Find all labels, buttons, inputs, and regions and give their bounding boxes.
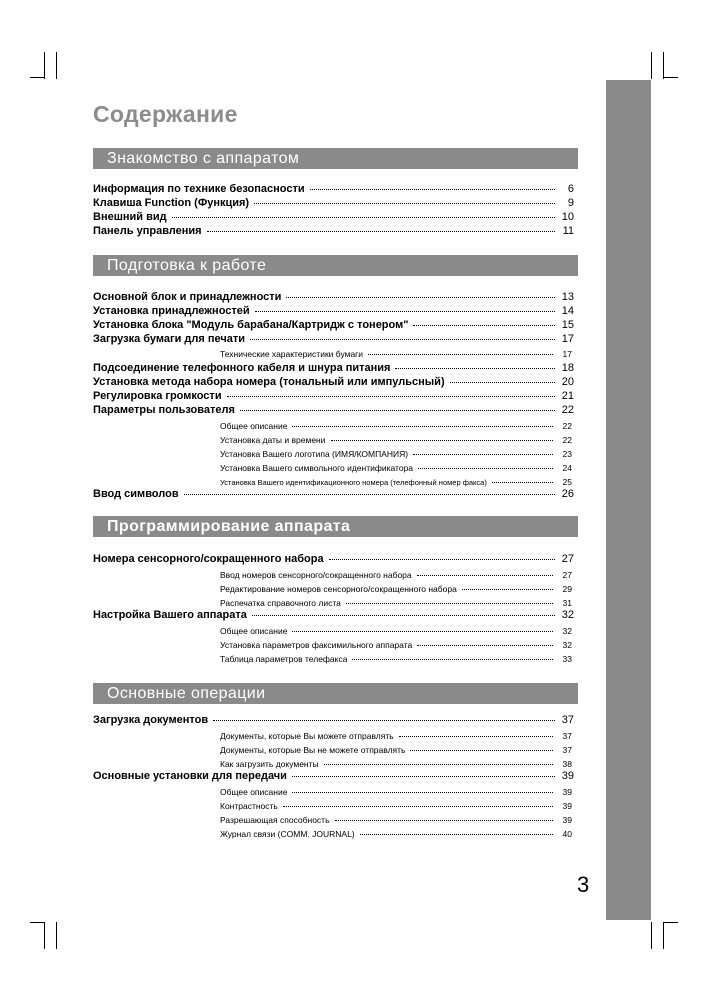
leader-dots — [462, 589, 553, 590]
crop-mark — [651, 52, 652, 79]
toc-entry-text: Регулировка громкости — [93, 390, 222, 402]
toc-entry[interactable] — [93, 608, 574, 622]
toc-page-number: 21 — [561, 390, 574, 402]
toc-entry-text: Основные установки для передачи — [93, 770, 287, 782]
toc-page-number: 13 — [561, 291, 574, 303]
leader-dots — [292, 426, 553, 427]
side-tab-bar — [606, 80, 651, 920]
toc-entry-text: Журнал связи (COMM. JOURNAL) — [220, 829, 355, 839]
toc-entry-text: Ввод номеров сенсорного/сокращенного набора — [220, 570, 412, 580]
leader-dots — [450, 382, 555, 383]
toc-entry-text: Информация по технике безопасности — [93, 183, 305, 195]
toc-page-number: 17 — [562, 349, 572, 359]
toc-page-number: 25 — [562, 477, 572, 487]
leader-dots — [413, 454, 553, 455]
toc-subentry[interactable] — [220, 420, 572, 432]
leader-dots — [335, 820, 554, 821]
crop-mark — [56, 52, 57, 79]
section-header: Знакомство с аппаратом — [93, 148, 578, 169]
toc-entry-text: Параметры пользователя — [93, 404, 235, 416]
leader-dots — [213, 720, 555, 721]
toc-entry[interactable] — [93, 361, 574, 375]
toc-subentry[interactable] — [220, 625, 572, 637]
toc-entry[interactable] — [93, 487, 574, 501]
toc-page-number: 32 — [561, 609, 574, 621]
leader-dots — [310, 189, 555, 190]
leader-dots — [227, 396, 555, 397]
section-header: Программирование аппарата — [93, 516, 578, 537]
page-title: Содержание — [93, 101, 238, 127]
toc-entry-text: Загрузка бумаги для печати — [93, 333, 246, 345]
leader-dots — [172, 217, 555, 218]
toc-entry-text: Установка Вашего идентификационного номера (телефонный номер факса) — [220, 478, 487, 487]
toc-page-number: 39 — [562, 801, 572, 811]
section-header: Основные операции — [93, 683, 578, 704]
section-header: Подготовка к работе — [93, 255, 578, 276]
toc-page-number: 11 — [562, 225, 574, 237]
crop-mark — [663, 922, 678, 923]
toc-entry-text: Установка метода набора номера (тональный или импульсный) — [93, 376, 445, 388]
toc-subentry[interactable] — [220, 583, 572, 595]
crop-mark — [663, 52, 664, 79]
leader-dots — [283, 806, 553, 807]
leader-dots — [410, 750, 553, 751]
toc-entry-text: Как загрузить документы — [220, 759, 319, 769]
toc-subentry[interactable] — [220, 800, 572, 812]
toc-entry[interactable] — [93, 210, 574, 224]
toc-subentry[interactable] — [220, 730, 572, 742]
toc-subentry[interactable] — [220, 569, 572, 581]
toc-subentry[interactable] — [220, 828, 572, 840]
toc-entry-text: Установка блока "Модуль барабана/Картридж с тонером" — [93, 319, 409, 331]
leader-dots — [240, 410, 555, 411]
toc-entry[interactable] — [93, 304, 574, 318]
toc-entry-text: Общее описание — [220, 626, 288, 636]
toc-entry-text: Настройка Вашего аппарата — [93, 609, 247, 621]
leader-dots — [417, 645, 553, 646]
leader-dots — [292, 776, 555, 777]
toc-entry-text: Клавиша Function (Функция) — [93, 197, 250, 209]
toc-page-number: 37 — [562, 731, 572, 741]
leader-dots — [346, 603, 553, 604]
crop-mark — [651, 922, 652, 949]
toc-entry-text: Загрузка документов — [93, 714, 209, 726]
leader-dots — [207, 231, 555, 232]
leader-dots — [492, 482, 553, 483]
crop-mark — [663, 77, 678, 78]
toc-entry-text: Панель управления — [93, 225, 202, 237]
leader-dots — [254, 203, 555, 204]
toc-page-number: 39 — [561, 770, 574, 782]
toc-entry-text: Установка параметров факсимильного аппарата — [220, 640, 413, 650]
toc-entry-text: Распечатка справочного листа — [220, 598, 341, 608]
toc-entry-text: Подсоединение телефонного кабеля и шнура питания — [93, 362, 391, 374]
toc-entry[interactable] — [93, 403, 574, 417]
leader-dots — [413, 325, 555, 326]
leader-dots — [324, 764, 553, 765]
toc-entry-text: Номера сенсорного/сокращенного набора — [93, 553, 324, 565]
toc-entry-text: Контрастность — [220, 801, 278, 811]
leader-dots — [360, 834, 553, 835]
toc-entry-text: Документы, которые Вы не можете отправлять — [220, 745, 406, 755]
toc-subentry[interactable] — [220, 814, 572, 826]
toc-entry[interactable] — [93, 769, 574, 783]
toc-page-number: 22 — [562, 421, 572, 431]
toc-page-number: 10 — [561, 211, 574, 223]
toc-page-number: 23 — [562, 449, 572, 459]
toc-page-number: 6 — [567, 183, 574, 195]
toc-entry-text: Установка даты и времени — [220, 435, 326, 445]
leader-dots — [292, 631, 553, 632]
page-number: 3 — [577, 872, 590, 897]
toc-page-number: 18 — [561, 362, 574, 374]
toc-page-number: 27 — [561, 553, 574, 565]
toc-page-number: 15 — [561, 319, 574, 331]
toc-entry[interactable] — [93, 552, 574, 566]
toc-page-number: 32 — [562, 626, 572, 636]
toc-entry[interactable] — [93, 224, 574, 238]
toc-page-number: 20 — [561, 376, 574, 388]
toc-entry-text: Редактирование номеров сенсорного/сокращенного набора — [220, 584, 457, 594]
toc-entry-text: Установка Вашего логотипа (ИМЯ/КОМПАНИЯ) — [220, 449, 409, 459]
toc-subentry[interactable] — [220, 448, 572, 460]
toc-page-number: 22 — [562, 435, 572, 445]
toc-entry-text: Таблица параметров телефакса — [220, 654, 348, 664]
leader-dots — [250, 339, 555, 340]
toc-page-number: 37 — [562, 745, 572, 755]
toc-page-number: 39 — [562, 815, 572, 825]
toc-entry-text: Общее описание — [220, 421, 288, 431]
toc-subentry[interactable] — [220, 462, 572, 474]
toc-entry[interactable] — [93, 182, 574, 196]
leader-dots — [255, 311, 555, 312]
crop-mark — [663, 922, 664, 949]
leader-dots — [286, 297, 555, 298]
toc-entry-text: Общее описание — [220, 787, 288, 797]
crop-mark — [56, 922, 57, 949]
toc-entry[interactable] — [93, 318, 574, 332]
crop-mark — [30, 922, 45, 923]
toc-page-number: 33 — [562, 654, 572, 664]
toc-entry-text: Основной блок и принадлежности — [93, 291, 282, 303]
crop-mark — [30, 77, 45, 78]
toc-page-number: 14 — [561, 305, 574, 317]
toc-page-number: 24 — [562, 463, 572, 473]
toc-entry[interactable] — [93, 332, 574, 346]
crop-mark — [44, 922, 45, 949]
toc-entry-text: Технические характеристики бумаги — [220, 349, 364, 359]
toc-page-number: 38 — [562, 759, 572, 769]
toc-entry[interactable] — [93, 290, 574, 304]
toc-subentry[interactable] — [220, 744, 572, 756]
toc-page-number: 29 — [562, 584, 572, 594]
toc-page-number: 26 — [561, 488, 574, 500]
toc-page-number: 40 — [562, 829, 572, 839]
toc-entry-text: Установка принадлежностей — [93, 305, 250, 317]
leader-dots — [352, 659, 553, 660]
toc-entry-text: Ввод символов — [93, 488, 179, 500]
toc-entry[interactable] — [93, 375, 574, 389]
toc-entry[interactable] — [93, 196, 574, 210]
toc-page-number: 37 — [561, 714, 574, 726]
toc-subentry[interactable] — [220, 639, 572, 651]
leader-dots — [399, 736, 553, 737]
toc-page-number: 32 — [562, 640, 572, 650]
toc-page-number: 27 — [562, 570, 572, 580]
toc-subentry[interactable] — [220, 348, 572, 360]
toc-page-number: 17 — [561, 333, 574, 345]
leader-dots — [331, 440, 554, 441]
leader-dots — [184, 494, 555, 495]
leader-dots — [418, 468, 553, 469]
toc-page-number: 31 — [562, 598, 572, 608]
toc-entry-text: Разрешающая способность — [220, 815, 330, 825]
toc-page-number: 39 — [562, 787, 572, 797]
toc-entry[interactable] — [93, 389, 574, 403]
leader-dots — [417, 575, 553, 576]
crop-mark — [44, 52, 45, 79]
toc-subentry[interactable] — [220, 434, 572, 446]
toc-page-number: 22 — [561, 404, 574, 416]
leader-dots — [368, 354, 553, 355]
toc-entry-text: Установка Вашего символьного идентификатора — [220, 463, 414, 473]
leader-dots — [329, 559, 555, 560]
leader-dots — [395, 368, 555, 369]
toc-entry[interactable] — [93, 713, 574, 727]
toc-subentry[interactable] — [220, 786, 572, 798]
leader-dots — [292, 792, 553, 793]
toc-page-number: 9 — [567, 197, 574, 209]
toc-subentry[interactable] — [220, 653, 572, 665]
toc-entry-text: Внешний вид — [93, 211, 167, 223]
leader-dots — [252, 615, 555, 616]
toc-entry-text: Документы, которые Вы можете отправлять — [220, 731, 394, 741]
